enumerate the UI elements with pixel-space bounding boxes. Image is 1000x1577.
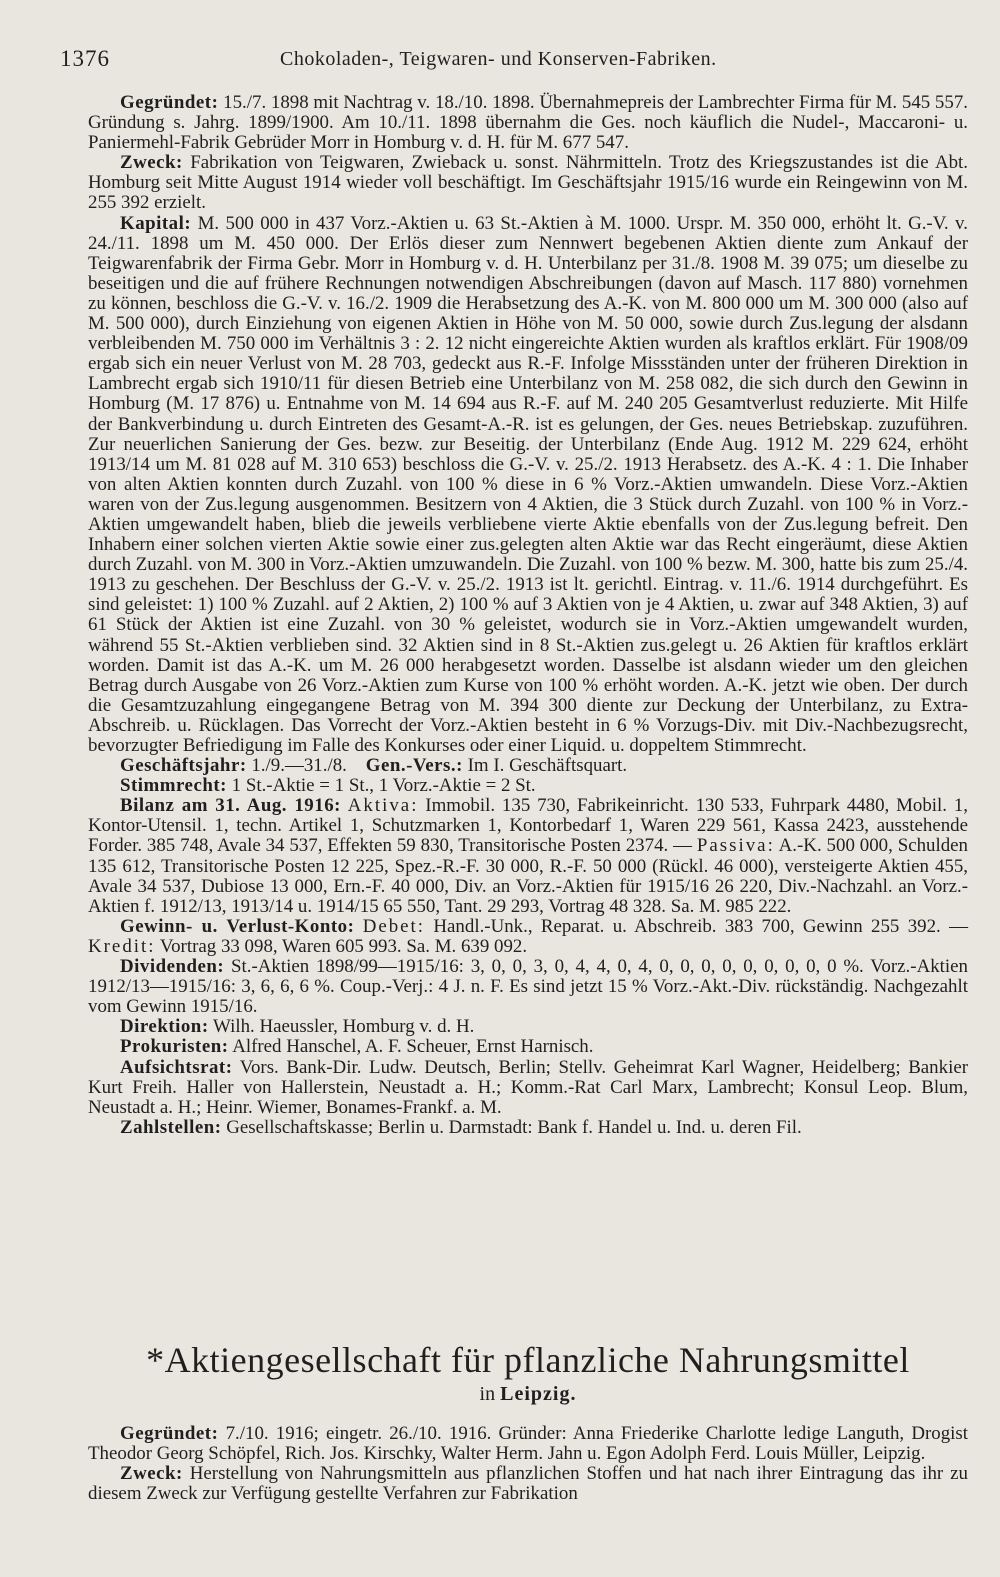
label-gegruendet: Gegründet: <box>120 92 219 113</box>
company-title: *Aktiengesellschaft für pflanzliche Nahrungsmittel <box>146 1340 910 1380</box>
text-kapital: M. 500 000 in 437 Vorz.-Aktien u. 63 St.-Aktien à M. 1000. Urspr. M. 350 000, erhöht lt. G.-V. v. 24./11. 1898 um M. 450 000. Der Erlös dieser zum Nennwert begebenen Aktien diente zum Ankauf der Teigwarenfabrik der Firma Gebr. Morr in Homburg v. d. H. Unterbilanz per 31./8. 1908 M. 39 075; um dieselbe zu beseitigen und die auf frühere Rechnungen notwendigen Abschreibungen (davon auf Masch. 117 880) vornehmen zu können, beschloss die G.-V. v. 16./2. 1909 die Herabsetzung des A.-K. von M. 800 000 um M. 300 000 (also auf M. 500 000), durch Einziehung von eigenen Aktien in Höhe von M. 50 000, sowie durch Zus.legung der alsdann verbleibenden M. 750 000 im Verhältnis 3 : 2. 12 nicht eingereichte Aktien wurden als kraftlos erklärt. Für 1908/09 ergab sich ein neuer Verlust von M. 28 703, gedeckt aus R.-F. Infolge Missständen unter der früheren Direktion in Lambrecht ergab sich 1910/11 für diesen Betrieb eine Unterbilanz von M. 258 082, die sich durch den Gewinn in Homburg (M. 17 876) u. Entnahme von M. 14 694 aus R.-F. auf M. 240 205 Gesamtverlust reduzierte. Mit Hilfe der Bankverbindung u. durch Eintreten des Gesamt-A.-R. ist es gelungen, der Ges. neues Betriebskap. zuzuführen. Zur neuerlichen Sanierung der Ges. bezw. zur Beseitig. der Unterbilanz (Ende Aug. 1912 M. 229 624, erhöht 1913/14 um M. 81 028 auf M. 310 653) beschloss die G.-V. v. 25./2. 1913 Herabsetz. des A.-K. 4 : 1. Die Inhaber von alten Aktien konnten durch Zuzahl. von 100 % diese in 6 % Vorz.-Aktien umwandeln. Diese Vorz.-Aktien waren von der Zus.legung ausgenommen. Besitzern von 4 Aktien, die 3 Stück durch Zuzahl. von 100 % in Vorz.-Aktien umgewandelt haben, blieb die jeweils verbliebene vierte Aktie ebenfalls von der Zus.legung befreit. Den Inhabern einer solchen vierten Aktie sowie einer zus.gelegten alten Aktie war das Recht eingeräumt, diese Aktien durch Zuzahl. von M. 300 in Vorz.-Aktien umzuwandeln. Die Zuzahl. von 100 % bezw. M. 300, hatte bis zum 25./4. 1913 zu geschehen. Der Beschluss der G.-V. v. 25./2. 1913 ist lt. gerichtl. Eintrag. v. 11./6. 1914 durchgeführt. Es sind geleistet: 1) 100 % Zuzahl. auf 2 Aktien, 2) 100 % auf 3 Aktien von je 4 Aktien, u. zwar auf 348 Aktien, 3) auf 61 Stück der Aktien ist eine Zuzahl. von 30 % geleistet, wodurch sie in Vorz.-Aktien umgewandelt wurden, während 55 St.-Aktien verblieben sind. 32 Aktien sind in 8 St.-Aktien zus.gelegt u. 26 Aktien für kraftlos erklärt worden. Damit ist das A.-K. um M. 26 000 herabgesetzt worden. Dasselbe ist alsdann wieder um den gleichen Betrag durch Ausgabe von 26 Vorz.-Aktien zum Kurse von 100 % erhöht worden. A.-K. jetzt wie oben. Der durch die Gesamtzuzahlung eingegangene Betrag von M. 394 300 diente zur Deckung der Unterbilanz, zu Extra-Abschreib. u. Rücklagen. Das Vorrecht der Vorz.-Aktien besteht in 6 % Vorzugs-Div. mit Div.-Nachbezugsrecht, bevorzugter Befriedigung im Falle des Konkurses oder einer Liquid. u. doppeltem Stimmrecht. <box>88 212 968 756</box>
label-kredit: Kredit: <box>88 935 156 957</box>
label-zahlstellen: Zahlstellen: <box>120 1116 222 1138</box>
label-kapital: Kapital: <box>120 212 192 234</box>
section-dividenden <box>88 957 968 1017</box>
text-geschaeftsjahr: 1./9.—31./8. <box>251 755 347 777</box>
section-aufsichtsrat <box>88 1058 968 1118</box>
text-zweck: Fabrikation von Teigwaren, Zwieback u. sonst. Nährmitteln. Trotz des Kriegszustandes ist die Abt. Homburg seit Mitte August 1914 wieder voll beschäftigt. Im Geschäftsjahr 1915/16 wurde ein Reingewinn von M. 255 392 erzielt. <box>88 152 969 214</box>
text-aufsichtsrat: Vors. Bank-Dir. Ludw. Deutsch, Berlin; Stellv. Geheimrat Karl Wagner, Heidelberg; Bankier Kurt Freih. Haller von Hallerstein, Neustadt a. H.; Komm.-Rat Carl Marx, Lambrecht; Konsul Leop. Blum, Neustadt a. H.; Heinr. Wiemer, Bonames-Frankf. a. M. <box>88 1056 968 1118</box>
section-zahlstellen <box>88 1118 968 1138</box>
label-guv: Gewinn- u. Verlust-Konto: <box>120 915 355 937</box>
text-bilanz-passiva: A.-K. 500 000, Schulden 135 612, Transitorische Posten 12 225, Spez.-R.-F. 30 000, R.-F. 50 000 (Rückl. 46 000), versteigerte Aktien 455, Avale 34 537, Dubiose 13 000, Ern.-F. 40 000, Div. an Vorz.-Aktien für 1915/16 26 220, Div.-Nachzahl. an Vorz.-Aktien f. 1912/13, 1913/14 u. 1914/15 65 550, Tant. 29 293, Vortrag 48 328. Sa. M. 985 222. <box>88 835 968 917</box>
text-dividenden: St.-Aktien 1898/99—1915/16: 3, 0, 0, 3, 0, 4, 4, 0, 4, 0, 0, 0, 0, 0, 0, 0, 0, 0 %. Vorz.-Aktien 1912/13—1915/16: 3, 6, 6, 6 %. Coup.-Verj.: 4 J. n. F. Es sind jetzt 15 % Vorz.-Akt.-Div. rückständig. Nachgezahlt vom Gewinn 1915/16. <box>88 956 968 1018</box>
company-location <box>88 1382 968 1406</box>
running-title: Chokoladen-, Teigwaren- und Konserven-Fabriken. <box>280 48 717 70</box>
section-kapital <box>88 214 968 757</box>
label-geschaeftsjahr: Geschäftsjahr: <box>120 755 247 777</box>
label-passiva: Passiva: <box>696 835 775 857</box>
section-geschaeftsjahr <box>88 756 968 776</box>
text-guv-debet: Handl.-Unk., Reparat. u. Abschreib. 383 700, Gewinn 255 392. — <box>433 915 968 937</box>
company-heading <box>88 1340 968 1406</box>
text-gegruendet: 15./7. 1898 mit Nachtrag v. 18./10. 1898. Übernahmepreis der Lambrechter Firma für M. 545 557. Gründung s. Jahrg. 1899/1900. Am 10./11. 1898 übernahm die Ges. noch käuflich die Nudel-, Maccaroni- u. Paniermehl-Fabrik Gebrüder Morr in Homburg v. d. H. für M. 677 547. <box>88 92 968 154</box>
label-genvers: Gen.-Vers.: <box>365 755 463 777</box>
label-prokuristen: Prokuristen: <box>120 1036 229 1058</box>
label-direktion: Direktion: <box>120 1016 209 1038</box>
label-zweck: Zweck: <box>120 152 183 174</box>
page-header <box>60 46 960 78</box>
label-debet: Debet: <box>362 915 426 937</box>
text-prokuristen: Alfred Hanschel, A. F. Scheuer, Ernst Harnisch. <box>232 1036 594 1058</box>
location-prefix: in <box>479 1383 496 1405</box>
section-guv <box>88 917 968 957</box>
section-prokuristen <box>88 1037 968 1057</box>
section-gegruendet <box>88 93 968 153</box>
location-city: Leipzig. <box>500 1383 577 1405</box>
label-gegruendet-2: Gegründet: <box>120 1423 219 1444</box>
section-direktion <box>88 1017 968 1037</box>
section-bilanz <box>88 796 968 917</box>
text-gegruendet-2: 7./10. 1916; eingetr. 26./10. 1916. Gründer: Anna Friederike Charlotte ledige Languth, Drogist Theodor Georg Schöpfel, Rich. Jos. Kirschky, Walter Herm. Jahn u. Egon Adolph Ferd. Louis Müller, Leipzig. <box>88 1423 968 1465</box>
entry-leipzig <box>88 1424 968 1504</box>
label-zweck-2: Zweck: <box>120 1463 183 1485</box>
label-aktiva: Aktiva: <box>347 795 419 817</box>
text-direktion: Wilh. Haeussler, Homburg v. d. H. <box>213 1016 475 1038</box>
section-zweck-2 <box>88 1464 968 1504</box>
label-dividenden: Dividenden: <box>120 956 225 978</box>
text-guv-kredit: Vortrag 33 098, Waren 605 993. Sa. M. 639 092. <box>159 935 528 957</box>
text-stimmrecht: 1 St.-Aktie = 1 St., 1 Vorz.-Aktie = 2 St. <box>231 775 536 797</box>
label-stimmrecht: Stimmrecht: <box>120 775 227 797</box>
entry-lambrecht <box>88 93 968 1138</box>
text-zahlstellen: Gesellschaftskasse; Berlin u. Darmstadt: Bank f. Handel u. Ind. u. deren Fil. <box>226 1116 802 1138</box>
section-stimmrecht <box>88 776 968 796</box>
text-zweck-2: Herstellung von Nahrungsmitteln aus pflanzlichen Stoffen und hat nach ihrer Eintragung das ihr zu diesem Zweck zur Verfügung gestellte Verfahren zur Fabrikation <box>88 1463 968 1505</box>
section-zweck <box>88 153 968 213</box>
text-bilanz-aktiva: Immobil. 135 730, Fabrikeinricht. 130 533, Fuhrpark 4480, Mobil. 1, Kontor-Utensil. 1, techn. Artikel 1, Schutzmarken 1, Kontorbedarf 1, Waren 229 561, Kassa 2423, ausstehende Forder. 385 748, Avale 34 537, Effekten 59 830, Transitorische Posten 2374. — <box>88 795 968 857</box>
text-genvers: Im I. Geschäftsquart. <box>467 755 628 777</box>
section-gegruendet-2 <box>88 1424 968 1464</box>
label-bilanz: Bilanz am 31. Aug. 1916: <box>120 795 341 817</box>
label-aufsichtsrat: Aufsichtsrat: <box>120 1056 233 1078</box>
page-number: 1376 <box>60 46 110 71</box>
